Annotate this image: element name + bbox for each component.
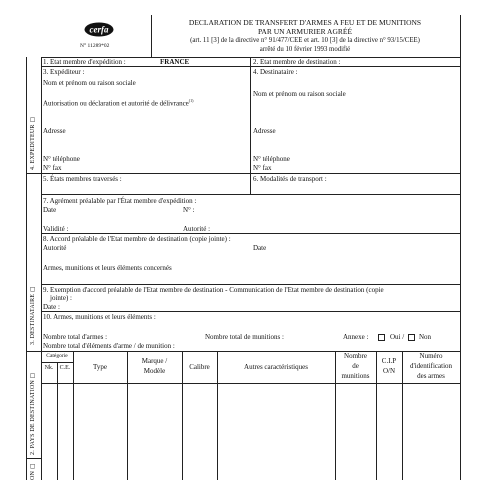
row-line — [41, 383, 460, 384]
s4-fax: N° fax — [253, 164, 272, 172]
col-line — [402, 351, 403, 480]
annexe-oui-checkbox[interactable] — [378, 334, 385, 341]
s10-total-elements: Nombre total d'éléments d'arme / de munition : — [43, 342, 175, 350]
s8-label: 8. Accord préalable de l'Etat membre de destination (copie jointe) : — [43, 235, 231, 243]
side-label-destinataire: 3. DESTINATAIRE ☐ — [30, 284, 36, 345]
th-marque-1: Marque / — [141, 357, 168, 365]
s10-total-armes: Nombre total d'armes : — [43, 333, 108, 341]
th-nombre-3: munitions — [341, 372, 370, 380]
row-line — [26, 458, 41, 459]
s10-non: Non — [419, 333, 432, 341]
s9-line-2: jointe) : — [50, 294, 72, 302]
s7-autorite: Autorité : — [183, 225, 211, 233]
th-autres: Autres caractéristiques — [244, 363, 308, 371]
s6-label: 6. Modalités de transport : — [253, 175, 327, 183]
row-line — [41, 311, 460, 312]
s4-adresse: Adresse — [253, 127, 276, 135]
s3-autorisation-text: Autorisation ou déclaration et autorité de délivrance — [43, 99, 189, 108]
th-cip-1: C.I.P — [381, 357, 397, 365]
th-ce: C.E. — [59, 365, 71, 371]
s8-autorite: Autorité — [43, 244, 67, 252]
s1-label: 1. Etat membre d'expédition : — [43, 58, 126, 66]
th-nombre-1: Nombre — [344, 352, 367, 360]
s4-nom: Nom et prénom ou raison sociale — [253, 90, 346, 98]
side-label-expediteur: 4. EXPEDITEUR ☐ — [30, 115, 36, 170]
s3-expediteur: 3. Expéditeur : — [43, 68, 85, 76]
side-label-pays-destination: 2. PAYS DE DESTINATION ☐ — [30, 371, 36, 455]
s8-date: Date — [253, 244, 267, 252]
s3-fax: N° fax — [43, 164, 62, 172]
title-line-2: PAR UN ARMURIER AGRÉÉ — [257, 27, 353, 36]
cerfa-logo — [84, 22, 114, 37]
row-line — [41, 284, 460, 285]
s4-tel: N° téléphone — [253, 155, 290, 163]
form-number: N° 11289*02 — [80, 43, 110, 49]
row-line — [41, 194, 460, 195]
s7-validite: Validité : — [43, 225, 69, 233]
side-column-border — [41, 57, 42, 480]
s3-footnote: (1) — [188, 98, 194, 103]
s10-total-munitions: Nombre total de munitions : — [205, 333, 284, 341]
header-divider — [151, 15, 152, 57]
s3-adresse: Adresse — [43, 127, 66, 135]
th-nombre-2: de — [352, 362, 359, 370]
s2-label: 2. Etat membre de destination : — [253, 58, 341, 66]
s9-line-1: 9. Exemption d'accord préalable de l'Etat membre de destination - Communication de l'Etat membre de destination (copie — [43, 286, 384, 294]
title-line-1: DECLARATION DE TRANSFERT D'ARMES A FEU ET DE MUNITIONS — [188, 18, 422, 27]
th-categorie: Catégorie — [46, 353, 68, 359]
s10-oui: Oui / — [390, 333, 405, 341]
s10-annexe: Annexe : — [343, 333, 369, 341]
s10-label: 10. Armes, munitions et leurs éléments : — [43, 313, 156, 321]
s3-nom: Nom et prénom ou raison sociale — [43, 79, 136, 87]
right-border — [460, 15, 461, 480]
title-line-3: (art. 11 [3] de la directive n° 91/477/CEE et art. 10 [3] de la directive n° 93/15/CEE) — [190, 37, 420, 44]
s1-value[interactable]: FRANCE — [160, 58, 190, 66]
th-nk: Nk. — [44, 365, 54, 371]
middle-divider — [250, 57, 251, 194]
s3-autorisation — [43, 99, 193, 107]
th-numero-2: d'identification — [409, 362, 453, 370]
s9-date: Date : — [43, 303, 60, 311]
th-cip-2: O/N — [382, 367, 396, 375]
s8-armes: Armes, munitions et leurs éléments concernés — [43, 264, 172, 272]
s7-date: Date — [43, 206, 57, 214]
th-numero-3: des armes — [417, 372, 445, 380]
row-line — [26, 351, 460, 352]
th-type: Type — [93, 363, 107, 371]
th-numero-1: Numéro — [419, 352, 443, 360]
s7-no: N° : — [183, 206, 195, 214]
col-line — [335, 351, 336, 480]
logo-text: cerfa — [89, 24, 109, 35]
side-label-bottom: ON ☐ — [30, 462, 36, 480]
s5-label: 5. États membres traversés : — [43, 175, 122, 183]
th-calibre: Calibre — [189, 363, 210, 371]
left-border — [26, 57, 27, 480]
row-line — [41, 233, 460, 234]
s3-tel: N° téléphone — [43, 155, 80, 163]
title-line-4: arrêté du 10 février 1993 modifié — [259, 46, 351, 53]
col-line — [57, 362, 58, 480]
s4-destinataire: 4. Destinataire : — [253, 68, 298, 76]
th-marque-2: Modèle — [143, 367, 166, 375]
row-line — [26, 173, 460, 174]
s7-label: 7. Agrément préalable par l'État membre d'expédition : — [43, 197, 197, 205]
annexe-non-checkbox[interactable] — [408, 334, 415, 341]
